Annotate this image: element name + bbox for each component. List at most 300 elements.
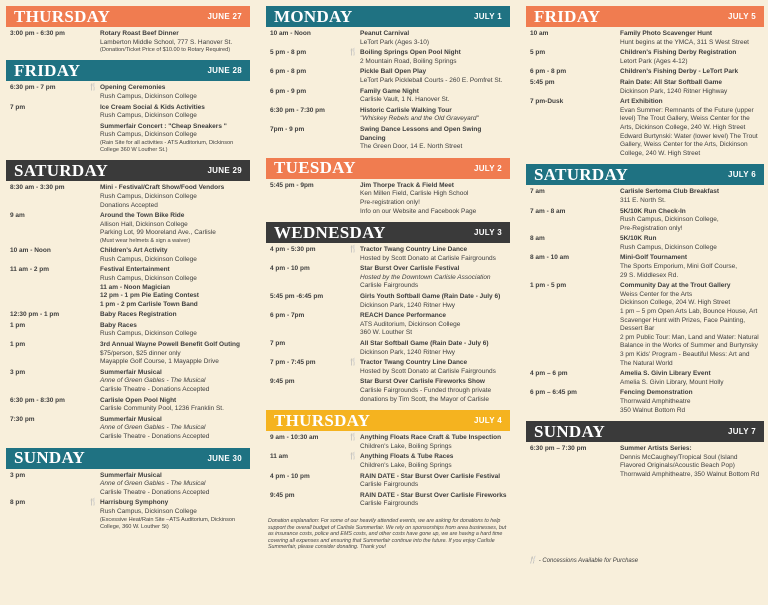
event-detail-line: Hunt begins at the YMCA, 311 S West Street <box>620 38 749 46</box>
day-header <box>6 6 250 27</box>
event-details <box>360 340 510 357</box>
event-name: Children's Art Activity <box>100 247 168 255</box>
event-time: 1 pm <box>10 321 26 329</box>
event-row <box>526 235 764 252</box>
event-detail-line: Rush Campus, Dickinson College <box>100 274 197 282</box>
event-row <box>6 369 250 395</box>
event-detail-line: 3 pm Kids' Program - Beautiful Mess: Art and The Natural World <box>620 351 750 367</box>
event-row <box>266 68 510 85</box>
section-spacer <box>266 511 510 515</box>
event-name: Amelia S. Givin Library Event <box>620 370 711 378</box>
event-row <box>266 246 510 263</box>
event-row <box>6 30 250 54</box>
event-row <box>526 68 764 77</box>
event-name: Summerfair Musical <box>100 415 162 423</box>
event-details <box>100 212 250 245</box>
event-detail-line: Carlisle Vault, 1 N. Hanover St. <box>360 96 450 104</box>
day-header <box>266 6 510 27</box>
day-date: JULY 5 <box>727 12 756 21</box>
concession-fork-icon: 🍴 <box>88 499 98 507</box>
day-header <box>6 160 250 181</box>
event-row <box>526 370 764 387</box>
event-detail-line: Rush Campus, Dickinson College <box>100 255 197 263</box>
event-detail-line: Thornwald Amphitheatre, 350 Walnut Bottom Rd <box>620 470 760 478</box>
column-1 <box>6 6 250 604</box>
event-detail-line: Rush Campus, Dickinson College <box>100 131 197 139</box>
event-name: Anything Floats Race Craft & Tube Inspection <box>360 434 502 442</box>
event-details <box>100 369 250 395</box>
event-detail-line: Ken Millen Field, Carlisle High School <box>360 190 469 198</box>
icon-spacer <box>86 104 100 121</box>
event-time: 9 am - 10:30 am <box>270 434 319 442</box>
event-details <box>360 473 510 490</box>
event-detail-line: The Sports Emporium, Mini Golf Course, <box>620 263 738 271</box>
concession-fork-icon: 🍴 <box>348 434 358 442</box>
icon-spacer <box>606 389 620 415</box>
event-detail-line: Rush Campus, Dickinson College <box>100 92 197 100</box>
event-details <box>620 79 764 96</box>
event-time: 12:30 pm - 1 pm <box>10 311 60 319</box>
event-row <box>266 49 510 66</box>
event-name: Anything Floats & Tube Races <box>360 453 454 461</box>
event-row <box>266 378 510 404</box>
concession-fork-icon: 🍴 <box>348 359 358 367</box>
event-detail-line: Dickinson Park, 1240 Ritner Hwy <box>360 301 456 309</box>
event-time: 4 pm – 6 pm <box>530 370 568 378</box>
event-detail-line: Carlisle Community Pool, 1236 Franklin St. <box>100 405 224 413</box>
event-row <box>6 341 250 367</box>
event-time: 7 am - 8 am <box>530 207 566 215</box>
event-time: 3 pm <box>10 368 26 376</box>
event-time: 11 am <box>270 453 289 461</box>
event-details <box>100 104 250 121</box>
event-detail-line: ATS Auditorium, Dickinson College <box>360 320 461 328</box>
event-details <box>620 370 764 387</box>
event-details <box>620 282 764 368</box>
icon-spacer <box>346 107 360 124</box>
event-row <box>266 30 510 47</box>
event-detail-line: Edward Burtynski: Water (lower level) The Trout Gallery, Weiss Center for the Arts, Dickinson College, 240 W. High Street <box>620 132 758 157</box>
icon-spacer <box>606 235 620 252</box>
event-time: 11 am - 2 pm <box>10 266 50 274</box>
concessions-legend <box>526 556 764 564</box>
event-detail-line: Info on our Website and Facebook Page <box>360 207 477 215</box>
event-name: Festival Entertainment <box>100 266 170 274</box>
day-date: JUNE 29 <box>207 166 242 176</box>
event-details <box>100 472 250 498</box>
event-name: Tractor Twang Country Line Dance <box>360 246 468 254</box>
event-time: 9:45 pm <box>270 378 295 386</box>
event-details <box>360 453 510 470</box>
icon-spacer <box>86 341 100 367</box>
event-row <box>266 265 510 291</box>
event-row <box>6 472 250 498</box>
event-details <box>100 416 250 442</box>
event-name: Girls Youth Softball Game (Rain Date - July 6) <box>360 293 501 301</box>
event-detail-line: Weiss Center for the Arts <box>620 290 693 298</box>
event-details <box>360 312 510 338</box>
event-detail-line: Parking Lot, 99 Mooreland Ave., Carlisle <box>100 229 216 237</box>
event-name: Family Game Night <box>360 87 419 95</box>
day-name: MONDAY <box>274 6 353 26</box>
event-detail-line: Rush Campus, Dickinson College <box>100 192 197 200</box>
event-row <box>6 123 250 155</box>
event-time: 5:45 pm <box>530 78 555 86</box>
event-row <box>266 434 510 451</box>
event-time: 1 pm - 5 pm <box>530 282 567 290</box>
event-detail-line: 29 S. Middlesex Rd. <box>620 271 679 279</box>
event-detail-line: Hosted by Scott Donato at Carlisle Fairgrounds <box>360 367 496 375</box>
day-name: SUNDAY <box>14 448 86 468</box>
event-name: 5K/10K Run Check-In <box>620 207 686 215</box>
section-spacer <box>526 482 764 486</box>
event-name: Pickle Ball Open Play <box>360 68 427 76</box>
event-row <box>526 188 764 205</box>
icon-spacer <box>606 68 620 77</box>
event-time: 9:45 pm <box>270 491 295 499</box>
event-details <box>100 184 250 210</box>
icon-spacer <box>606 208 620 234</box>
event-name: Ice Cream Social & Kids Activities <box>100 103 205 111</box>
event-details <box>620 30 764 47</box>
event-name: Children's Fishing Derby - LeTort Park <box>620 68 739 76</box>
event-time: 10 am - Noon <box>270 30 311 37</box>
event-time: 6 pm - 7pm <box>270 312 305 320</box>
day-date: JULY 2 <box>473 163 502 173</box>
icon-spacer <box>86 123 100 155</box>
event-details <box>100 322 250 339</box>
event-details <box>620 188 764 205</box>
icon-spacer <box>86 30 100 54</box>
day-name: SUNDAY <box>534 421 606 441</box>
event-name: Summerfair Concert : "Cheap Sneakers " <box>100 122 227 130</box>
event-detail-line: Rush Campus, Dickinson College, <box>620 216 719 224</box>
event-detail-line: Anne of Green Gables - The Musical <box>100 377 206 385</box>
column-2 <box>266 6 510 604</box>
event-row <box>526 49 764 66</box>
event-detail-line: Carlisle Theatre - Donations Accepted <box>100 433 210 440</box>
event-details <box>620 254 764 280</box>
event-detail-line: The Green Door, 14 E. North Street <box>360 143 463 151</box>
event-time: 7 pm <box>10 103 26 111</box>
day-date: JUNE 28 <box>207 66 242 76</box>
day-name: TUESDAY <box>274 158 356 178</box>
icon-spacer <box>346 30 360 47</box>
event-time: 8 pm <box>10 499 26 507</box>
icon-spacer <box>346 68 360 85</box>
concession-fork-icon: 🍴 <box>348 453 358 461</box>
event-detail-line: LeTort Park (Ages 3-10) <box>360 38 430 46</box>
event-name: Family Photo Scavenger Hunt <box>620 30 713 37</box>
event-detail-line: Carlisle Fairgrounds <box>360 500 419 508</box>
event-row <box>526 79 764 96</box>
legend-text: - Concessions Available for Purchase <box>538 557 639 564</box>
event-row <box>6 84 250 101</box>
event-time: 10 am - Noon <box>10 247 51 255</box>
day-date: JULY 7 <box>727 427 756 437</box>
icon-spacer <box>606 370 620 387</box>
icon-spacer <box>346 265 360 291</box>
day-date: JULY 4 <box>473 416 502 426</box>
icon-spacer <box>606 30 620 47</box>
event-time: 7 pm-Dusk <box>530 98 564 106</box>
event-time: 5 pm <box>530 49 546 57</box>
icon-spacer <box>606 49 620 66</box>
event-detail-line: Carlisle Fairgrounds - Funded through private <box>360 387 492 394</box>
event-detail-line: Thornwald Amphitheatre <box>620 397 691 405</box>
day-header <box>6 60 250 81</box>
icon-spacer <box>346 88 360 105</box>
event-details <box>360 68 510 85</box>
event-detail-line: Rush Campus, Dickinson College <box>100 112 197 120</box>
icon-spacer <box>606 254 620 280</box>
event-details <box>620 445 764 479</box>
day-name: SATURDAY <box>534 164 629 184</box>
event-time: 8:30 am - 3:30 pm <box>10 184 65 192</box>
event-detail-line: Hosted by the Downtown Carlisle Association <box>360 273 491 281</box>
icon-spacer <box>86 397 100 414</box>
event-detail-line: Dickinson Park, 1240 Ritner Highway <box>620 87 728 95</box>
event-time: 6:30 pm – 7:30 pm <box>530 445 587 453</box>
event-row <box>6 499 250 531</box>
event-time: 7 pm <box>270 340 286 348</box>
event-row <box>526 208 764 234</box>
event-detail-line: 350 Walnut Bottom Rd <box>620 406 686 414</box>
event-details <box>620 49 764 66</box>
event-name: Community Day at the Trout Gallery <box>620 282 731 290</box>
event-time: 3 pm <box>10 471 26 479</box>
event-time: 3:00 pm - 6:30 pm <box>10 30 65 37</box>
icon-spacer <box>606 282 620 368</box>
event-row <box>266 340 510 357</box>
icon-spacer <box>346 293 360 310</box>
event-row <box>526 389 764 415</box>
event-name: Mini - Festival/Craft Show/Food Vendors <box>100 184 225 192</box>
event-time: 7 pm - 7:45 pm <box>270 359 316 367</box>
event-detail-line: donations by Tim Scott, the Mayor of Carlisle <box>360 395 489 403</box>
event-name: REACH Dance Performance <box>360 312 446 320</box>
event-name: 5K/10K Run <box>620 235 657 243</box>
day-header <box>266 222 510 243</box>
event-detail-line: 311 E. North St. <box>620 196 666 204</box>
event-row <box>6 416 250 442</box>
event-details <box>100 397 250 414</box>
event-detail-line: 1 pm – 5 pm Open Arts Lab, Bounce House, Art Scavenger Hunt with Prizes, Face Painting, Dessert Bar <box>620 308 758 333</box>
event-detail-line: Dickinson College, 204 W. High Street <box>620 299 731 307</box>
event-detail-line: (Must wear helmets & sign a waiver) <box>100 237 191 244</box>
event-details <box>360 265 510 291</box>
icon-spacer <box>86 266 100 309</box>
event-detail-line: Pre-Registration only! <box>620 224 683 232</box>
event-name: Carlisle Sertoma Club Breakfast <box>620 188 719 196</box>
event-time: 6 pm – 6:45 pm <box>530 389 577 397</box>
concession-fork-icon: 🍴 <box>88 84 98 92</box>
event-detail-line: Hosted by Scott Donato at Carlisle Fairgrounds <box>360 254 496 262</box>
event-details <box>360 88 510 105</box>
event-name: Tractor Twang Country Line Dance <box>360 359 468 367</box>
event-row <box>6 212 250 245</box>
event-detail-line: Carlisle Fairgrounds <box>360 282 419 290</box>
event-detail-line: Carlisle Theatre - Donations Accepted <box>100 488 210 496</box>
day-date: JUNE 27 <box>207 12 242 21</box>
event-detail-line: Rush Campus, Dickinson College <box>620 243 717 251</box>
event-details <box>100 247 250 264</box>
event-time: 8 am - 10 am <box>530 254 570 262</box>
icon-spacer <box>346 340 360 357</box>
event-time: 6:30 pm - 8:30 pm <box>10 396 65 404</box>
event-details <box>360 246 510 263</box>
event-details <box>360 30 510 47</box>
event-time: 10 am <box>530 30 549 37</box>
event-detail-line: 360 W. Louther St <box>360 329 413 337</box>
event-name: Mini-Golf Tournament <box>620 254 688 262</box>
day-name: FRIDAY <box>14 60 81 80</box>
event-detail-line: Pre-registration only! <box>360 198 420 206</box>
event-details <box>100 341 250 367</box>
event-row <box>266 182 510 216</box>
event-name: Rain Date: All Star Softball Game <box>620 78 722 86</box>
event-details <box>360 49 510 66</box>
event-name: Swing Dance Lessons and Open Swing Dancing <box>360 125 482 142</box>
icon-spacer <box>86 311 100 320</box>
icon-spacer <box>606 188 620 205</box>
icon-spacer <box>606 79 620 96</box>
event-row <box>6 322 250 339</box>
event-details <box>620 68 764 77</box>
event-detail-line: 2 Mountain Road, Boiling Springs <box>360 57 457 65</box>
event-detail-line: (Rain Site for all activities - ATS Auditorium, Dickinson College 360 W Louther St.) <box>100 139 234 154</box>
event-time: 6 pm - 8 pm <box>530 68 567 76</box>
event-name: Summer Artists Series: <box>620 445 692 453</box>
event-time: 7 am <box>530 188 545 196</box>
event-detail-line: LeTort Park Pickleball Courts - 260 E. Pomfret St. <box>360 76 503 84</box>
day-header <box>266 410 510 431</box>
event-details <box>100 266 250 309</box>
icon-spacer <box>346 378 360 404</box>
event-time: 5:45 pm - 9pm <box>270 181 314 189</box>
event-row <box>266 107 510 124</box>
event-name: Boiling Springs Open Pool Night <box>360 49 461 57</box>
day-date: JUNE 30 <box>207 453 242 463</box>
event-detail-line: Lamberton Middle School, 777 S. Hanover St. <box>100 38 233 46</box>
day-date: JULY 6 <box>727 170 756 180</box>
event-name: Harrisburg Symphony <box>100 499 169 507</box>
event-time: 7pm - 9 pm <box>270 125 305 133</box>
icon-spacer <box>606 445 620 479</box>
event-name: Opening Ceremonies <box>100 84 166 92</box>
icon-spacer <box>346 126 360 152</box>
event-row <box>526 98 764 158</box>
icon-spacer <box>346 312 360 338</box>
event-detail-line: 1 pm - 2 pm Carlisle Town Band <box>100 300 198 308</box>
event-detail-line: Children's Lake, Boiling Springs <box>360 442 452 450</box>
event-details <box>360 359 510 376</box>
event-name: Summerfair Musical <box>100 471 162 479</box>
event-row <box>266 88 510 105</box>
event-detail-line: Carlisle Theatre - Donations Accepted <box>100 386 210 394</box>
day-date: JULY 1 <box>473 12 502 21</box>
icon-spacer <box>86 212 100 245</box>
event-row <box>6 104 250 121</box>
day-header <box>526 6 764 27</box>
event-time: 8 am <box>530 235 545 243</box>
event-time: 9 am <box>10 212 25 220</box>
event-details <box>620 389 764 415</box>
event-detail-line: Rush Campus, Dickinson College <box>100 507 197 515</box>
event-name: Children's Fishing Derby Registration <box>620 49 737 57</box>
event-name: Fencing Demonstration <box>620 389 693 397</box>
event-name: Jim Thorpe Track & Field Meet <box>360 181 454 189</box>
event-name: RAIN DATE - Star Burst Over Carlisle Fireworks <box>360 491 507 499</box>
day-header <box>6 448 250 469</box>
day-name: SATURDAY <box>14 160 109 180</box>
event-name: Historic Carlisle Walking Tour <box>360 106 452 114</box>
event-time: 4 pm - 5:30 pm <box>270 246 316 254</box>
event-row <box>266 312 510 338</box>
event-time: 6:30 pm - 7 pm <box>10 84 56 92</box>
event-row <box>526 282 764 368</box>
event-details <box>360 107 510 124</box>
day-name: THURSDAY <box>274 410 371 430</box>
event-row <box>6 247 250 264</box>
event-time: 5:45 pm -6:45 pm <box>270 293 324 301</box>
event-details <box>620 98 764 158</box>
icon-spacer <box>86 184 100 210</box>
event-detail-line: 2 pm Public Tour: Man, Land and Water: Natural Balance in the Works of Summer and Burtynsky <box>620 333 759 350</box>
event-detail-line: (Donation/Ticket Price of $10.00 to Rotary Required) <box>100 47 231 54</box>
event-details <box>620 208 764 234</box>
event-name: Rotary Roast Beef Dinner <box>100 30 179 37</box>
event-row <box>526 445 764 479</box>
event-details <box>100 84 250 101</box>
event-name: Summerfair Musical <box>100 368 162 376</box>
icon-spacer <box>346 182 360 216</box>
event-detail-line: Dennis McCaughey/Tropical Soul (Island Flavored Originals/Acoustic Beach Pop) <box>620 453 738 470</box>
day-name: WEDNESDAY <box>274 222 386 242</box>
event-name: Star Burst Over Carlisle Festival <box>360 265 460 273</box>
event-detail-line: Amelia S. Givin Library, Mount Holly <box>620 378 724 386</box>
event-row <box>6 311 250 320</box>
event-detail-line: Children's Lake, Boiling Springs <box>360 461 452 469</box>
day-header <box>526 421 764 442</box>
event-detail-line: Donations Accepted <box>100 201 158 209</box>
event-details <box>100 30 250 54</box>
event-details <box>100 499 250 531</box>
event-detail-line: 12 pm - 1 pm Pie Eating Contest <box>100 292 199 300</box>
event-name: Peanut Carnival <box>360 30 410 37</box>
event-time: 6 pm - 9 pm <box>270 87 307 95</box>
event-time <box>6 123 86 155</box>
event-detail-line: Carlisle Fairgrounds <box>360 481 419 489</box>
day-name: FRIDAY <box>534 6 601 26</box>
event-detail-line: "Whiskey Rebels and the Old Graveyard" <box>360 115 479 123</box>
icon-spacer <box>86 472 100 498</box>
event-time: 5 pm - 8 pm <box>270 49 307 57</box>
event-details <box>100 311 250 320</box>
event-detail-line: Evan Summer: Remnants of the Future (upper level) The Trout Gallery, Weiss Center for the Arts, Dickinson College, 240 W. High Street <box>620 106 754 131</box>
event-name: Star Burst Over Carlisle Fireworks Show <box>360 378 485 386</box>
event-details <box>360 182 510 216</box>
event-name: Art Exhibition <box>620 98 663 106</box>
event-detail-line: Anne of Green Gables - The Musical <box>100 424 206 432</box>
icon-spacer <box>606 98 620 158</box>
event-row <box>266 293 510 310</box>
event-row <box>266 359 510 376</box>
event-detail-line: Mayapple Golf Course, 1 Mayapple Drive <box>100 358 219 366</box>
event-row <box>6 184 250 210</box>
event-details <box>360 434 510 451</box>
event-row <box>526 254 764 280</box>
